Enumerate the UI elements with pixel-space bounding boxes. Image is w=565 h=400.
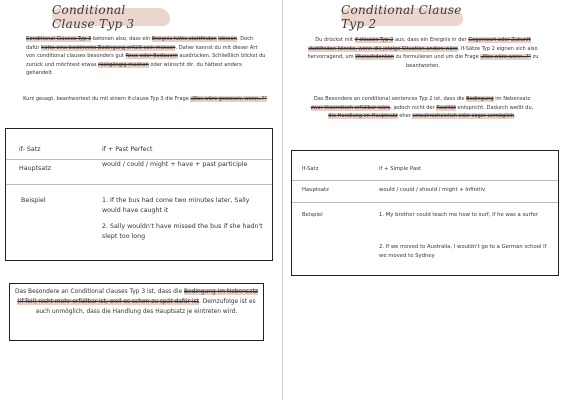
left-highlight-box <box>9 283 264 341</box>
table-label-hauptsatz: Hauptsatz <box>302 187 329 193</box>
table-value-if-satz: if + Past Perfect <box>102 146 153 153</box>
table-value-if-satz: if + Simple Past <box>379 166 421 172</box>
left-title-banner <box>52 5 170 29</box>
table-example-2: 2. If we moved to Australia, I wouldn't go to a German school if we moved to Sydney <box>379 244 547 259</box>
table-value-hauptsatz: would / could / might + have + past participle <box>102 161 248 168</box>
table-row-divider <box>292 202 558 203</box>
left-grammar-table <box>5 128 273 261</box>
left-question-paragraph: Kurz gesagt, beantwortest du mit einem if-clause Typ 3 die Frage „Was wäre gewesen, wenn..?“ <box>23 96 267 102</box>
right-special-paragraph: Das Besondere an conditional sentences Typ 2 ist, dass die Bedingung im Nebensatz zwar theoretisch erfüllbar wäre, jedoch nicht der Realität entspricht. Dadurch weißt du, die Handlung im Hauptsatz eher unwahrscheinlich oder sogar unmöglich. <box>310 96 534 120</box>
right-title-banner <box>341 5 463 29</box>
table-label-if-satz: if- Satz <box>19 146 41 153</box>
table-example-1: 1. If the bus had come two minutes later, Sally would have caught it <box>102 197 250 214</box>
table-label-beispiel: Beispiel <box>21 197 46 204</box>
table-value-hauptsatz: would / could / should / might + Infinitiv <box>379 187 486 193</box>
left-box-paragraph: Das Besondere an Conditional clauses Typ 3 ist, dass die Bedingung im Nebensatz (if-Teil) nicht mehr erfüllbar ist, weil es schon zu spät dafür ist. Demzufolge ist es auch unmöglich, dass die Handlung des Hauptsatz je eintreten wird. <box>14 289 259 315</box>
table-label-if-satz: If-Satz <box>302 166 319 172</box>
right-intro-paragraph: Du drückst mit if-clauses Typ 2 aus, dass ein Ereignis in der Gegenwart oder Zukunft stattfinden könnte, wenn die jetzige Situation anders wäre. If-Sätze Typ 2 eignen sich also hervorragend, um Wunschdenken zu formulieren und um die Frage „Was wäre wenn..?“ zu beantworten. <box>307 37 539 69</box>
table-row-divider <box>292 180 558 181</box>
left-page <box>0 0 282 400</box>
intro-highlight: Conditional Clauses Typ 3 <box>26 36 92 42</box>
right-page <box>283 0 565 400</box>
left-page-title: Conditional Clause Typ 3 <box>52 3 135 31</box>
left-intro-paragraph: Conditional Clauses Typ 3 betonen also, dass ein Ereignis hätte stattfinden können. Doch dafür hätte eine bestimmte Bedingung erfüllt sein müssen. Daher kannst du mit dieser Art von conditional clauses besonders gut Reue oder Bedauern ausdrücken. Schließlich blickst du zurück und möchtest etwas rückgängig machen oder wünscht dir, du hättest anders gehandelt. <box>26 36 266 77</box>
table-row-divider <box>6 184 272 185</box>
table-label-beispiel: Beispiel <box>302 212 323 218</box>
table-example-1: 1. My brother could teach me how to surf, if he was a surfer <box>379 212 539 218</box>
table-label-hauptsatz: Hauptsatz <box>19 165 51 172</box>
right-page-title: Conditional Clause Typ 2 <box>341 3 462 31</box>
right-grammar-table <box>291 150 559 276</box>
table-example-2: 2. Sally wouldn't have missed the bus if she hadn't slept too long <box>102 223 263 240</box>
